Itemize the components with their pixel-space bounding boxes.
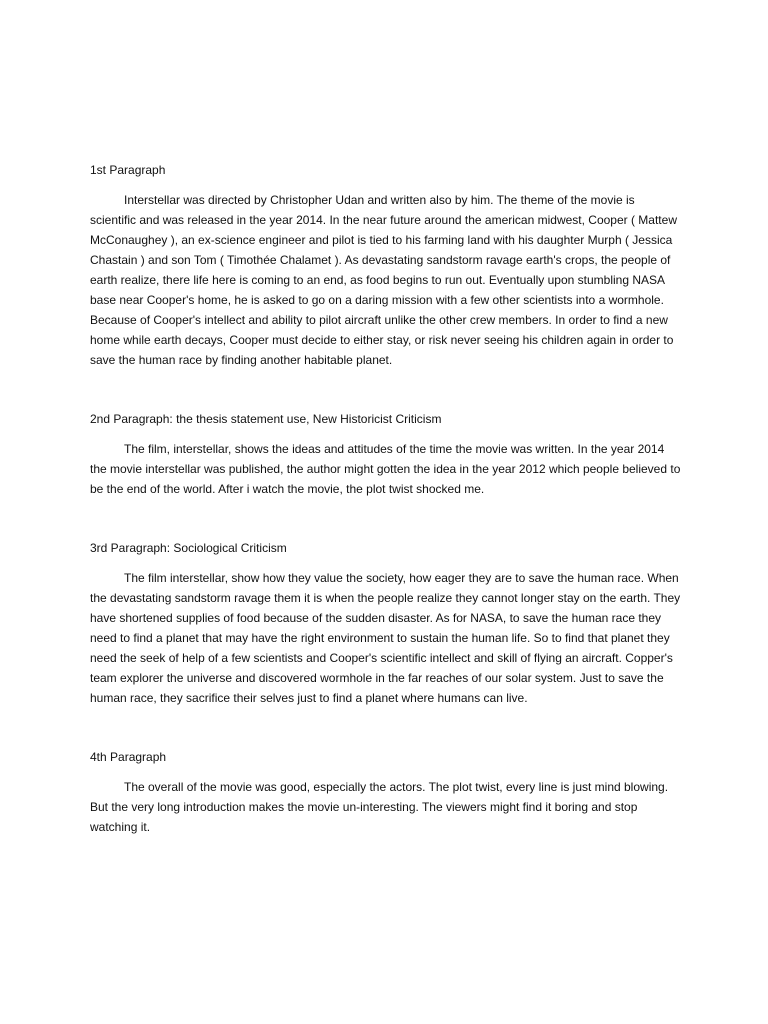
section-2-heading: 2nd Paragraph: the thesis statement use, New Historicist Criticism — [90, 412, 442, 426]
section-3-heading: 3rd Paragraph: Sociological Criticism — [90, 541, 287, 555]
section-3-body: The film interstellar, show how they value the society, how eager they are to save the human race. When the devastating sandstorm ravage them it is when the people realize they cannot longer stay on the earth. They have shortened supplies of food because of the sudden disaster. As for NASA, to save the human race they need to find a planet that may have the right environment to sustain the human life. So to find that planet they need the seek of help of a few scientists and Cooper's scientific intellect and skill of flying an aircraft. Copper's team explorer the universe and discovered wormhole in the far reaches of our solar system. Just to save the human race, they sacrifice their selves just to find a planet where humans can live. — [90, 571, 681, 705]
document-page — [90, 160, 682, 837]
section-2-body: The film, interstellar, shows the ideas and attitudes of the time the movie was written. In the year 2014 the movie interstellar was published, the author might gotten the idea in the year 2012 which people believed to be the end of the world. After i watch the movie, the plot twist shocked me. — [90, 442, 681, 496]
section-4-body: The overall of the movie was good, especially the actors. The plot twist, every line is just mind blowing. But the very long introduction makes the movie un-interesting. The viewers might find it boring and stop watching it. — [90, 780, 669, 834]
section-1-heading: 1st Paragraph — [90, 163, 166, 177]
section-1-body: Interstellar was directed by Christopher Udan and written also by him. The theme of the movie is scientific and was released in the year 2014. In the near future around the american midwest, Cooper ( Mattew McConaughey ), an ex-science engineer and pilot is tied to his farming land with his daughter Murph ( Jessica Chastain ) and son Tom ( Timothée Chalamet ). As devastating sandstorm ravage earth's crops, the people of earth realize, there life here is coming to an end, as food begins to run out. Eventually upon stumbling NASA base near Cooper's home, he is asked to go on a daring mission with a few other scientists into a wormhole. Because of Cooper's intellect and ability to pilot aircraft unlike the other crew members. In order to find a new home while earth decays, Cooper must decide to either stay, or risk never seeing his children again in order to save the human race by finding another habitable planet. — [90, 193, 677, 367]
section-4-heading: 4th Paragraph — [90, 750, 167, 764]
